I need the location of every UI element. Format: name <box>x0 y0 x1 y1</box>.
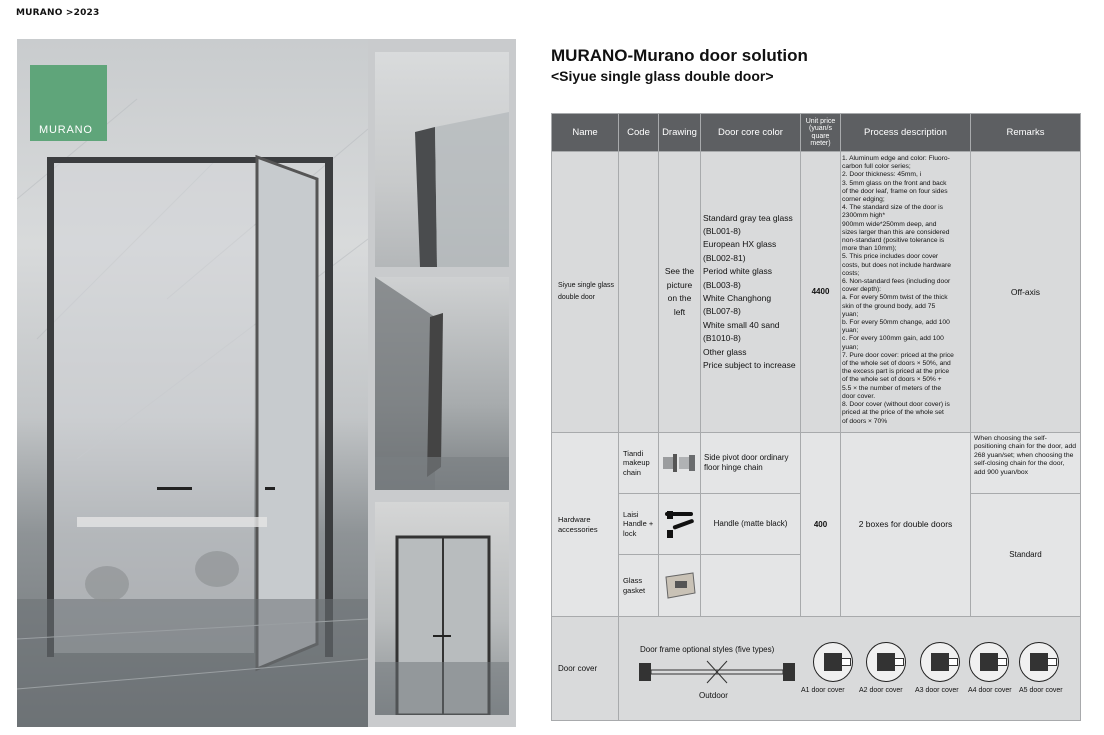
process-line: of the whole set of doors × 50%, and <box>842 360 951 368</box>
glass-option: (BL002-81) <box>703 252 746 263</box>
process-line: skin of the ground body, add 75 <box>842 302 936 310</box>
door-scene-illustration <box>17 39 368 727</box>
process-line: a. For every 50mm twist of the thick <box>842 294 948 302</box>
hardware-remark-top <box>970 432 1081 494</box>
hardware-row-name <box>551 432 619 617</box>
header-remarks: Remarks <box>970 113 1081 152</box>
frame-section-diagram <box>637 659 797 685</box>
hardware-row-price <box>800 432 841 617</box>
door-handle-icon <box>658 493 701 555</box>
process-line: costs; <box>842 269 860 277</box>
detail-photo-closed-door <box>375 502 509 715</box>
process-line: the excess part is priced at the price <box>842 368 950 376</box>
process-line: 1. Aluminum edge and color: Fluoro- <box>842 155 950 162</box>
cover-row-content <box>618 616 1081 721</box>
header-name: Name <box>551 113 619 152</box>
cover-a1-icon <box>813 642 853 682</box>
hardware-item-code <box>618 432 659 494</box>
hardware-remark-top-text: When choosing the self-positioning chain for the door, add 268 yuan/set; when choosing the self-closing chain for the door, add 900 yuan/box <box>974 435 1077 476</box>
frame-styles-title: Door frame optional styles (five types) <box>640 645 775 654</box>
page-subtitle: <Siyue single glass double door> <box>551 68 774 84</box>
glass-option: Standard gray tea glass <box>703 212 793 223</box>
door-row-remarks <box>970 151 1081 433</box>
hardware-code-text: Tiandi makeup chain <box>623 448 650 477</box>
process-line: yuan; <box>842 343 859 351</box>
header-unit-price: Unit price (yuan/s quare meter) <box>800 113 841 152</box>
process-line: yuan; <box>842 310 859 318</box>
header-process: Process description <box>840 113 971 152</box>
price-table <box>551 113 1081 721</box>
glass-options-list <box>701 212 796 373</box>
door-name-text: Siyue single glass double door <box>558 282 615 301</box>
hardware-item-desc <box>700 432 801 494</box>
process-line: of the whole set of doors × 50% + <box>842 376 942 384</box>
cover-name-text: Door cover <box>558 663 598 673</box>
process-line: of the door leaf, frame on four sides <box>842 187 948 195</box>
hardware-remark-bottom <box>970 493 1081 617</box>
glass-option: White small 40 sand <box>703 319 780 330</box>
process-line: non-standard (positive tolerance is <box>842 237 945 245</box>
process-line: door cover. <box>842 392 876 400</box>
hardware-price-text: 400 <box>813 519 828 529</box>
door-row-process <box>840 151 971 433</box>
hardware-item-desc <box>700 554 801 617</box>
process-line: b. For every 50mm change, add 100 <box>842 319 950 327</box>
cover-a3-icon <box>920 642 960 682</box>
hardware-process-text: 2 boxes for double doors <box>858 519 953 530</box>
page-title: MURANO-Murano door solution <box>551 46 808 65</box>
hinge-chain-icon <box>658 432 701 494</box>
cover-a1-label: A1 door cover <box>801 687 845 694</box>
process-line: more than 10mm); <box>842 245 897 253</box>
door-row-price <box>800 151 841 433</box>
process-line: corner edging; <box>842 196 885 204</box>
hardware-item-desc <box>700 493 801 555</box>
process-line: c. For every 100mm gain, add 100 <box>842 335 944 343</box>
door-remarks-text: Off-axis <box>1010 286 1041 297</box>
cover-a2-label: A2 door cover <box>859 687 903 694</box>
process-line: 5.5 × the number of meters of the <box>842 384 942 392</box>
cover-a2-icon <box>866 642 906 682</box>
process-line: sizes larger than this are considered <box>842 228 950 236</box>
process-line: 8. Door cover (without door cover) is <box>842 401 950 409</box>
hardware-row-process <box>840 432 971 617</box>
murano-logo <box>30 65 107 141</box>
hardware-desc-text: Handle (matte black) <box>713 519 788 528</box>
main-door-photo <box>17 39 368 727</box>
cover-a4-label: A4 door cover <box>968 687 1012 694</box>
header-code: Code <box>618 113 659 152</box>
hardware-remark-bottom-text: Standard <box>1009 550 1042 559</box>
hardware-code-text: Glass gasket <box>623 576 646 595</box>
detail-photo-frame-edge <box>375 52 509 267</box>
process-line: 5. This price includes door cover <box>842 253 939 261</box>
hardware-desc-text: Side pivot door ordinary floor hinge chain <box>704 453 789 472</box>
cover-a5-label: A5 door cover <box>1019 687 1063 694</box>
process-line: 6. Non-standard fees (including door <box>842 278 951 286</box>
hardware-item-code <box>618 554 659 617</box>
header-tag: MURANO >2023 <box>16 8 100 18</box>
cover-a3-label: A3 door cover <box>915 687 959 694</box>
door-row-name <box>551 151 619 433</box>
frame-caption: Outdoor <box>699 691 728 700</box>
process-line: 2. Door thickness: 45mm, i <box>842 171 922 179</box>
door-row-code <box>618 151 659 433</box>
cover-a5-icon <box>1019 642 1059 682</box>
glass-gasket-icon <box>658 554 701 617</box>
door-row-glass <box>700 151 801 433</box>
cover-a4-icon <box>969 642 1009 682</box>
cover-row-name <box>551 616 619 721</box>
process-line: yuan; <box>842 327 859 335</box>
process-line: 7. Pure door cover: priced at the price <box>842 351 954 359</box>
header-core-color: Door core color <box>700 113 801 152</box>
hardware-item-code <box>618 493 659 555</box>
glass-option: Other glass <box>703 346 747 357</box>
process-line: cover depth): <box>842 286 882 294</box>
process-description-list <box>841 152 970 426</box>
door-price-text: 4400 <box>811 287 830 296</box>
hardware-name-text: Hardware accessories <box>558 515 598 534</box>
process-line: 4. The standard size of the door is <box>842 204 943 212</box>
logo-text: MURANO <box>39 124 93 136</box>
glass-option: (BL007-8) <box>703 306 741 317</box>
glass-option: European HX glass <box>703 239 777 250</box>
header-drawing: Drawing <box>658 113 701 152</box>
process-line: 2300mm high* <box>842 212 886 220</box>
process-line: costs, but does not include hardware <box>842 261 951 269</box>
process-line: 900mm wide*250mm deep, and <box>842 220 937 228</box>
hardware-code-text: Laisi Handle + lock <box>623 509 654 538</box>
process-line: carbon full color series; <box>842 163 911 171</box>
drawing-text: See the picture on the left <box>664 266 695 317</box>
process-line: of doors × 70% <box>842 417 888 425</box>
glass-option: (BL003-8) <box>703 279 741 290</box>
detail-photo-door-open <box>375 277 509 490</box>
glass-option: White Changhong <box>703 293 772 303</box>
glass-option: Price subject to increase <box>703 360 796 371</box>
glass-option: Period white glass <box>703 266 772 277</box>
glass-option: (BL001-8) <box>703 225 741 236</box>
door-row-drawing <box>658 151 701 433</box>
glass-option: (B1010-8) <box>703 333 741 344</box>
process-line: 3. 5mm glass on the front and back <box>842 179 947 187</box>
process-line: priced at the price of the whole set <box>842 409 944 417</box>
